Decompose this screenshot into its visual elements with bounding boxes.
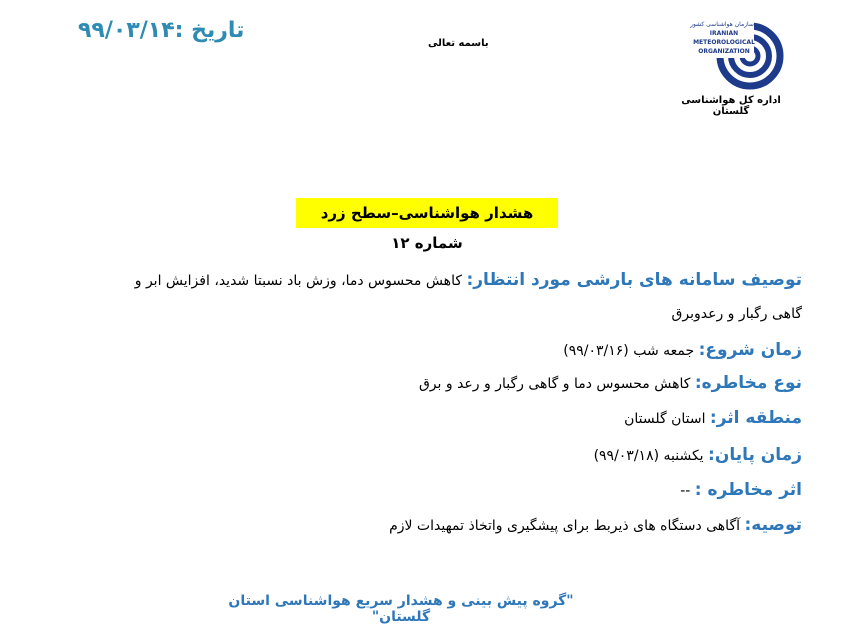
field-recommendation-value: آگاهی دستگاه های ذیربط برای پیشگیری واتخاذ تمهیدات لازم [389,518,745,534]
org-logo [662,14,792,106]
warning-title: هشدار هواشناسی–سطح زرد شماره ۱۲ [296,198,558,228]
field-recommendation [389,515,802,535]
field-hazard-type-label: نوع مخاطره: [694,373,802,393]
field-start-time [563,340,802,360]
field-start-time-value: جمعه شب (۹۹/۰۳/۱۶) [563,343,699,359]
field-end-time-value: یکشنبه (۹۹/۰۳/۱۸) [593,448,709,464]
field-impact [680,480,802,500]
field-area-label: منطقه اثر: [709,408,802,428]
field-hazard-type-value: کاهش محسوس دما و گاهی رگبار و رعد و برق [418,376,695,392]
org-name: اداره کل هواشناسی گلستان [681,95,781,117]
field-impact-value: -- [680,483,695,499]
field-hazard-type [419,373,802,393]
field-description-line2: گاهی رگبار و رعدوبرق [671,306,802,322]
footer-group-name: "گروه پیش بینی و هشدار سریع هواشناسی استان گلستان" [228,593,574,625]
field-description [135,270,802,290]
field-description-value: کاهش محسوس دما، وزش باد نسبتا شدید، افزایش ابر و [134,273,467,289]
field-end-time [594,445,802,465]
field-recommendation-label: توصیه: [744,515,802,535]
logo-text-iranian: IRANIAN [709,30,739,37]
basmala-text: باسمه تعالی [428,38,489,49]
field-area-value: استان گلستان [624,411,710,427]
document-date: تاریخ :۹۹/۰۳/۱۴ [78,18,245,43]
logo-text-fa: سازمان هواشناسی کشور [690,21,754,28]
logo-text-organization: ORGANIZATION [698,48,750,55]
field-start-time-label: زمان شروع: [698,340,802,360]
field-end-time-label: زمان پایان: [708,445,802,465]
logo-text-meteorological: METEOROLOGICAL [693,39,755,46]
field-impact-label: اثر مخاطره : [694,480,802,500]
spiral-logo-icon [662,14,792,98]
field-description-label: توصیف سامانه های بارشی مورد انتظار: [466,270,802,290]
field-area [624,408,802,428]
